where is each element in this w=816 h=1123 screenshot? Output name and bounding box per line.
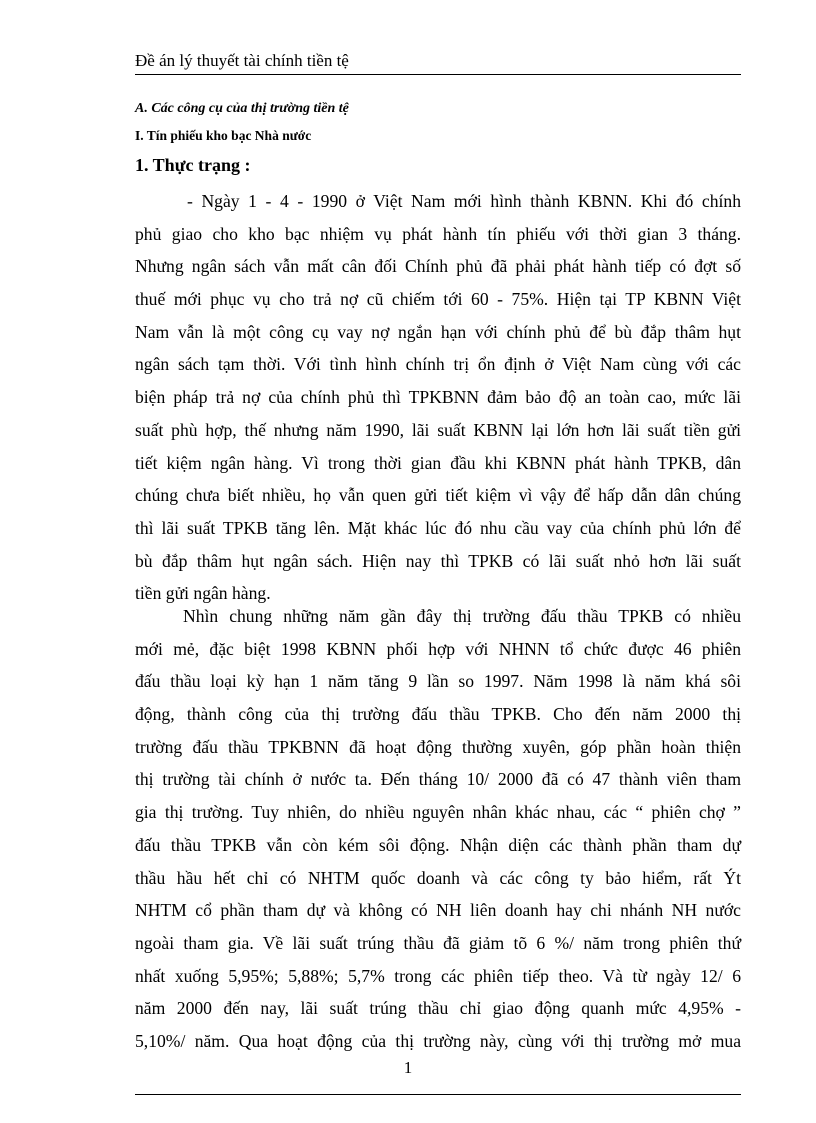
paragraph-line: thì lãi suất TPKB tăng lên. Mặt khác lúc đó nhu cầu vay của chính phủ lớn để — [135, 517, 741, 538]
paragraph-line: thầu hầu hết chỉ có NHTM quốc doanh và các công ty bảo hiểm, rất Ýt — [135, 867, 741, 888]
page-header — [135, 50, 741, 75]
section-1-heading: 1. Thực trạng : — [135, 155, 251, 175]
page-number: 1 — [403, 1058, 413, 1077]
paragraph-line: ngoài tham gia. Về lãi suất trúng thầu đã giảm tõ 6 %/ năm trong phiên thứ — [135, 932, 741, 953]
paragraph-line: chúng chưa biết nhiều, họ vẫn quen gửi tiết kiệm vì vậy để hấp dẫn dân chúng — [135, 485, 741, 506]
paragraph-line: suất phù hợp, thế nhưng năm 1990, lãi suất KBNN lại lớn hơn lãi suất tiền gửi — [135, 419, 741, 440]
section-a-heading: A. Các công cụ của thị trường tiền tệ — [135, 101, 349, 116]
paragraph-line: biện pháp trả nợ của chính phủ thì TPKBNN đảm bảo độ an toàn cao, mức lãi — [135, 387, 741, 408]
footer-divider — [135, 1094, 741, 1095]
paragraph-line: nhất xuống 5,95%; 5,88%; 5,7% trong các phiên tiếp theo. Và từ ngày 12/ 6 — [135, 965, 741, 986]
paragraph-line: phủ giao cho kho bạc nhiệm vụ phát hành tín phiếu với thời gian 3 tháng. — [135, 223, 741, 244]
paragraph-line: - Ngày 1 - 4 - 1990 ở Việt Nam mới hình thành KBNN. Khi đó chính — [187, 191, 741, 211]
paragraph-line: ngân sách tạm thời. Với tình hình chính trị ổn định ở Việt Nam cùng với các — [135, 354, 741, 375]
paragraph-line: 5,10%/ năm. Qua hoạt động của thị trường này, cùng với thị trường mở mua — [135, 1030, 741, 1051]
paragraph-line: năm 2000 đến nay, lãi suất trúng thầu chỉ giao động quanh mức 4,95% - — [135, 998, 741, 1019]
paragraph-line: Nhìn chung những năm gần đây thị trường đấu thầu TPKB có nhiều — [183, 606, 741, 626]
paragraph-line: động, thành công của thị trường đấu thầu TPKB. Cho đến năm 2000 thị — [135, 704, 741, 725]
paragraph-2 — [135, 600, 741, 1058]
paragraph-1 — [135, 185, 741, 610]
paragraph-line: mới mẻ, đặc biệt 1998 KBNN phối hợp với NHNN tổ chức được 46 phiên — [135, 638, 741, 659]
paragraph-line: Nam vẫn là một công cụ vay nợ ngắn hạn với chính phủ để bù đắp thâm hụt — [135, 321, 741, 342]
paragraph-line: trường đấu thầu TPKBNN đã hoạt động thường xuyên, góp phần hoàn thiện — [135, 736, 741, 757]
paragraph-line: bù đắp thâm hụt ngân sách. Hiện nay thì TPKB có lãi suất nhỏ hơn lãi suất — [135, 550, 741, 571]
paragraph-line: Nhưng ngân sách vẫn mất cân đối Chính phủ đã phải phát hành tiếp có đợt số — [135, 256, 741, 277]
paragraph-line: thuế mới phục vụ cho trả nợ cũ chiếm tới 60 - 75%. Hiện tại TP KBNN Việt — [135, 289, 741, 310]
section-i-heading: I. Tín phiếu kho bạc Nhà nước — [135, 128, 312, 143]
header-title: Đề án lý thuyết tài chính tiền tệ — [135, 51, 349, 70]
paragraph-line: thị trường tài chính ở nước ta. Đến tháng 10/ 2000 đã có 47 thành viên tham — [135, 769, 741, 790]
paragraph-line: gia thị trường. Tuy nhiên, do nhiều nguyên nhân khác nhau, các “ phiên chợ ” — [135, 802, 741, 823]
paragraph-line: tiết kiệm ngân hàng. Vì trong thời gian đầu khi KBNN phát hành TPKB, dân — [135, 452, 741, 473]
paragraph-line: tiền gửi ngân hàng. — [135, 583, 271, 604]
paragraph-line: đấu thầu loại kỳ hạn 1 năm tăng 9 lần so 1997. Năm 1998 là năm khá sôi — [135, 671, 741, 692]
paragraph-line: đấu thầu TPKB vẫn còn kém sôi động. Nhận diện các thành phần tham dự — [135, 834, 741, 855]
paragraph-line: NHTM cổ phần tham dự và không có NH liên doanh hay chi nhánh NH nước — [135, 900, 741, 921]
